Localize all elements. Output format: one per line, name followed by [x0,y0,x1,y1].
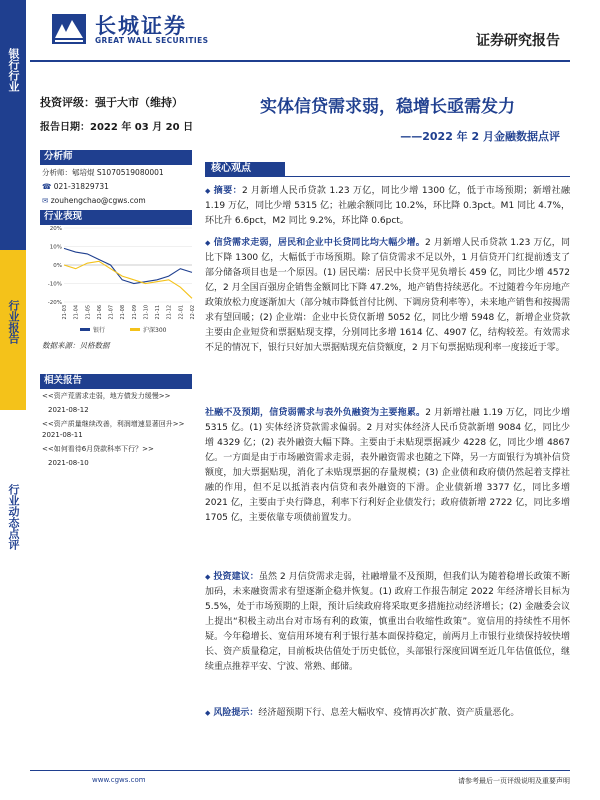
related-report-1-date: 2021-08-12 [48,406,89,414]
investment-advice-lead: 投资建议： [213,572,259,582]
y-axis-ticks [48,226,62,306]
y-tick-label: -10% [47,281,62,288]
x-tick-label: 21-12 [166,305,173,320]
credit-paragraph [205,236,570,356]
investment-advice-text: 虽然 2 月信贷需求走弱，社融增量不及预期，但我们认为随着稳增长政策不断加码，未来融资需求有望逐渐企稳并恢复。(1) 政府工作报告制定 2022 年经济增长目标为 5.5%，处于市场预期的上限，预计后续政府将采取更多措施拉动经济增长；(2) 金融委会议上提出“积极主动出台对市场有利的政策，慎重出台收缩性政策”。宽信用的持续性不用怀疑。今年稳增长、宽信用环境有利于银行基本面保持稳定，前两月上市银行业绩保持较快增长、资产质量稳定，目前板块估值处于历史低位，头部银行深度回调至近几年估值低位，继续重点推荐平安、宁波、常熟、邮储。 [205,572,570,672]
related-divider [40,388,192,389]
x-tick-label: 21-04 [73,305,80,320]
y-tick-label: -20% [47,300,62,306]
x-tick-label: 21-06 [96,305,103,320]
analyst-email[interactable] [42,196,146,205]
investment-advice-paragraph [205,570,570,675]
legend-swatch [80,328,90,331]
risk-paragraph [205,706,570,721]
analyst-email-address[interactable]: zouhengchao@cgws.com [50,196,146,205]
summary-lead: 摘要： [213,186,243,196]
risk-text: 经济超预期下行、息差大幅收窄、疫情再次扩散、资产质量恶化。 [258,708,520,718]
y-tick-label: 10% [49,244,62,251]
investment-rating: 投资评级：强于大市（维持） [40,96,183,109]
y-tick-label: 20% [49,226,62,232]
industry-performance-chart [40,222,195,337]
analyst-phone [42,182,109,191]
related-report-3-date: 2021-08-10 [48,459,89,467]
related-report-3[interactable]: <<如何看待6月贷款科率下行？>> [42,445,154,453]
x-tick-label: 21-05 [85,305,92,320]
core-view-heading: 核心观点 [205,162,285,176]
email-icon: ✉ [42,196,49,205]
related-heading: 相关报告 [40,374,192,388]
social-financing-lead: 社融不及预期，信贷弱需求与表外负融资为主要拖累。 [205,408,426,418]
x-tick-label: 22-01 [178,305,185,320]
analyst-name: 分析师：郇培焜 S1070519080001 [42,168,164,177]
trend-heading: 行业表现 [40,210,192,224]
logo-text-cn: 长城证券 [95,13,187,38]
footer-website[interactable]: www.cgws.com [92,776,146,784]
logo-text-en: GREAT WALL SECURITIES [95,36,209,45]
chart-source: 数据来源：贝格数据 [42,341,110,350]
report-title: 实体信贷需求弱，稳增长亟需发力 [260,97,515,117]
summary-text: 2 月新增人民币贷款 1.23 万亿，同比少增 1300 亿，低于市场预期；新增社融 1.19 万亿，同比少增 5315 亿；社融余额同比 10.2%，环比降 0.3pct。M1 同比 4.7%，环比升 6.6pct，M2 同比 9.2%，环比降 0.6pct。 [205,186,570,226]
legend-swatch [130,328,140,331]
analyst-heading: 分析师 [40,150,192,164]
x-tick-label: 22-02 [190,305,196,320]
great-wall-logo-icon [52,14,86,44]
header-divider [30,60,570,62]
phone-icon: ☎ [42,182,52,191]
x-tick-label: 21-11 [155,305,162,320]
sidebar-block-blue [0,0,26,250]
bullet-icon: ◆ [205,239,211,247]
x-tick-label: 21-09 [131,305,138,320]
report-type-label: 证券研究报告 [476,33,560,49]
x-tick-label: 21-10 [143,305,150,320]
sidebar-report-label: 行业报告 [7,300,20,344]
analyst-phone-number: 021-31829731 [53,182,109,191]
footer-disclaimer: 请参考最后一页评级说明及重要声明 [458,777,570,785]
sidebar-industry-label: 银行行业 [7,48,20,92]
left-sidebar [0,0,26,800]
core-view-divider [205,176,570,177]
x-tick-label: 21-03 [62,305,68,320]
report-date: 报告日期：2022 年 03 月 20 日 [40,122,194,133]
report-subtitle: ——2022 年 2 月金融数据点评 [400,130,560,143]
social-financing-text: 2 月新增社融 1.19 万亿，同比少增 5315 亿。(1) 实体经济贷款需求偏弱。2 月对实体经济人民币贷款新增 9084 亿，同比少增 4329 亿；(2) 表外融资大幅下降。主要由于未贴现票据减少 4228 亿，同比少增 4867 亿。一方面是由于市场融资需求走弱，表外融资需求也随之下降，另一方面银行为填补信贷额度，加大票据贴现，消化了未贴现票据的存量规模；(3) 企业债和政府债仍然起着支撑社融的作用，但不足以抵消表内信贷和表外融资的下滑。企业债新增 3377 亿，同比多增 2021 亿，主要由于央行降息，利率下行利好企业债发行；政府债新增 2722 亿，同比多增 1705 亿，主要依靠专项债前置发力。 [205,408,570,523]
bullet-icon: ◆ [205,187,211,195]
y-tick-label: 0% [53,263,62,269]
series-line [64,261,192,298]
chart-legend [80,326,167,334]
credit-text: 2 月新增人民币贷款 1.23 万亿，同比下降 1300 亿，大幅低于市场预期。除了信贷需求不足以外，1 月信贷开门红提前透支了部分储备项目也是一个原因。(1) 居民端：居民中长贷平见负增长 459 亿，同比少增 4572 亿，2 月全国百强房企销售金额同比下降 47.2%，地产销售持续恶化。不过随着今年房地产政策放松力度逐渐加大（部分城市降低首付比例、下调房贷利率等），未来地产销售和按揭需求有望回暖；(2) 企业端：企业中长贷仅新增 5052 亿，同比少增 5948 亿，新增企业贷款主要由企业短贷和票据贴现支撑，分别同比多增 1614 亿、4907 亿，结构较差。有效需求不足的情况下，银行只好加大票据贴现充信贷额度，2 月下旬票据贴现利率一度接近于零。 [205,238,570,353]
related-report-2[interactable]: <<资产质量继续改善，利润增速显著回升>> 2021-08-11 [42,420,185,439]
footer-divider [30,770,570,771]
legend-label: 银行 [93,327,106,334]
related-report-1[interactable]: <<资产荒需求走弱，地方债发力缓慢>> [42,392,171,400]
summary-paragraph [205,184,570,229]
analyst-divider [40,164,192,165]
x-tick-label: 21-08 [120,305,127,320]
legend-label: 沪深300 [143,327,167,334]
sidebar-category-label: 行业动态点评 [7,484,20,550]
sidebar-block-white [0,410,26,800]
bullet-icon: ◆ [205,573,211,581]
risk-lead: 风险提示： [213,708,259,718]
x-tick-label: 21-07 [108,305,115,320]
credit-lead: 信贷需求走弱，居民和企业中长贷同比均大幅少增。 [213,238,425,248]
social-financing-paragraph [205,406,570,526]
chart-series-lines [64,248,192,298]
x-axis-ticks [62,305,196,320]
bullet-icon: ◆ [205,709,211,717]
